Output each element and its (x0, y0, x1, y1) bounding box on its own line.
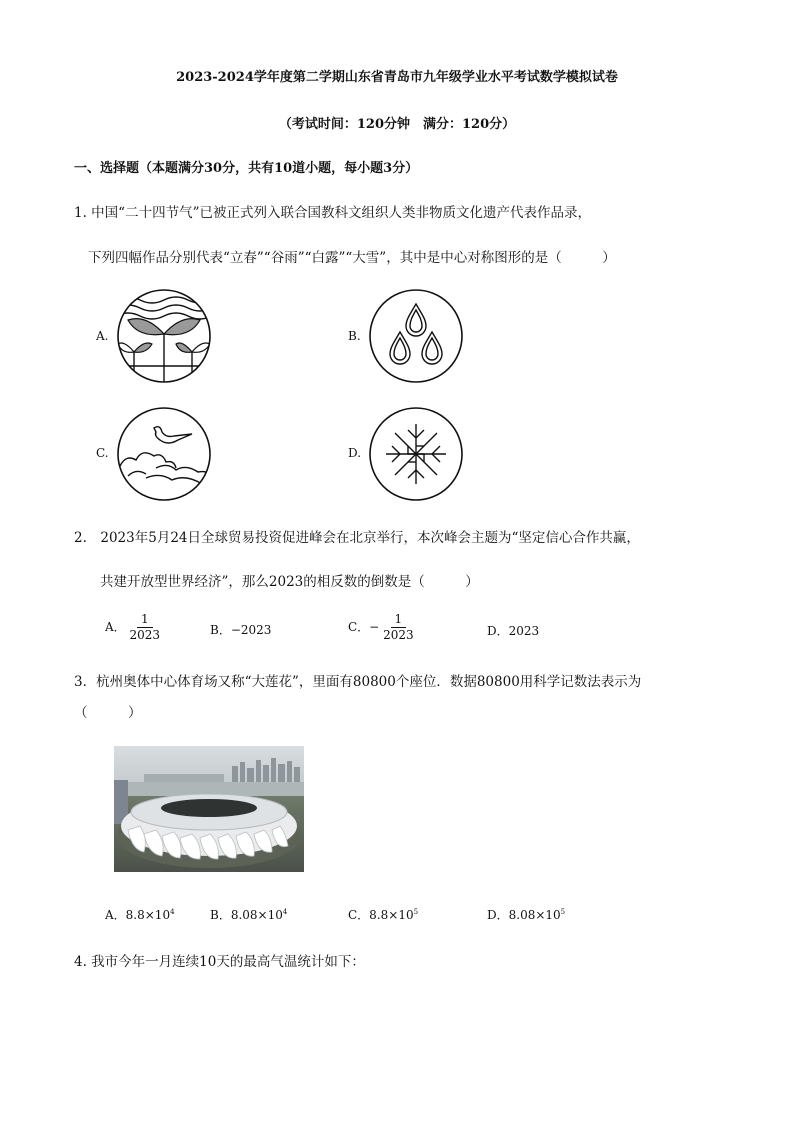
q3-option-c-exponent: 5 (413, 908, 419, 916)
q1-option-a-label[interactable]: A. (96, 329, 109, 343)
question-2-line-2: 共建开放型世界经济”，那么2023的相反数的倒数是（ ） (100, 574, 479, 590)
q2-option-c-label: C．− (348, 620, 380, 634)
snowflake-icon (368, 406, 464, 502)
q3-option-d-exponent: 5 (560, 908, 566, 916)
q3-option-b-base: B．8.08×10 (210, 908, 283, 922)
q3-option-a-exponent: 4 (170, 908, 175, 916)
question-3-line-1: 3．杭州奥体中心体育场又称“大莲花”，里面有80800个座位．数据80800用科学记数法表示为 (74, 674, 642, 690)
q3-option-b-exponent: 4 (282, 908, 288, 916)
q2-option-c-numerator: 1 (391, 612, 407, 628)
q3-option-c[interactable] (348, 906, 418, 923)
exam-title: 2023-2024学年度第二学期山东省青岛市九年级学业水平考试数学模拟试卷 (176, 70, 618, 85)
exam-subtitle: （考试时间：120分钟 满分：120分） (278, 117, 516, 132)
q3-option-b[interactable] (210, 906, 287, 923)
stadium-photo (114, 746, 304, 872)
question-3-line-2: （ ） (74, 705, 142, 721)
q2-option-a-numerator: 1 (137, 612, 153, 628)
q3-option-d-base: D．8.08×10 (487, 908, 561, 922)
grain-rain-icon (368, 288, 464, 384)
question-4-line-1: 4. 我市今年一月连续10天的最高气温统计如下： (74, 954, 365, 970)
q2-option-c-fraction (383, 612, 414, 643)
q2-option-d[interactable]: D．2023 (487, 624, 540, 638)
q3-option-a-base: A．8.8×10 (105, 908, 171, 922)
q3-option-c-base: C．8.8×10 (348, 908, 414, 922)
spring-begins-icon (116, 288, 212, 384)
q2-option-b[interactable]: B．−2023 (210, 623, 272, 637)
q2-option-a-label: A． (105, 620, 126, 634)
q1-option-d-label[interactable]: D. (348, 446, 362, 460)
question-2-line-1: 2. 2023年5月24日全球贸易投资促进峰会在北京举行，本次峰会主题为“坚定信心合作共赢， (74, 530, 640, 546)
white-dew-icon (116, 406, 212, 502)
q2-option-a[interactable] (105, 612, 160, 643)
q2-option-c[interactable] (348, 612, 414, 643)
q1-option-c-label[interactable]: C. (96, 446, 109, 460)
question-1-line-2: 下列四幅作品分别代表“立春”“谷雨”“白露”“大雪”，其中是中心对称图形的是（ ） (88, 250, 616, 266)
q3-option-a[interactable] (105, 906, 175, 923)
q2-option-c-denominator: 2023 (383, 628, 414, 642)
section-heading: 一、选择题（本题满分30分，共有10道小题，每小题3分） (74, 161, 419, 176)
q2-option-a-denominator: 2023 (129, 628, 161, 642)
q2-option-a-fraction (130, 612, 161, 643)
question-1-line-1: 1. 中国“二十四节气”已被正式列入联合国教科文组织人类非物质文化遗产代表作品录， (74, 205, 591, 221)
q3-option-d[interactable] (487, 906, 565, 923)
q1-option-b-label[interactable]: B. (348, 329, 361, 343)
